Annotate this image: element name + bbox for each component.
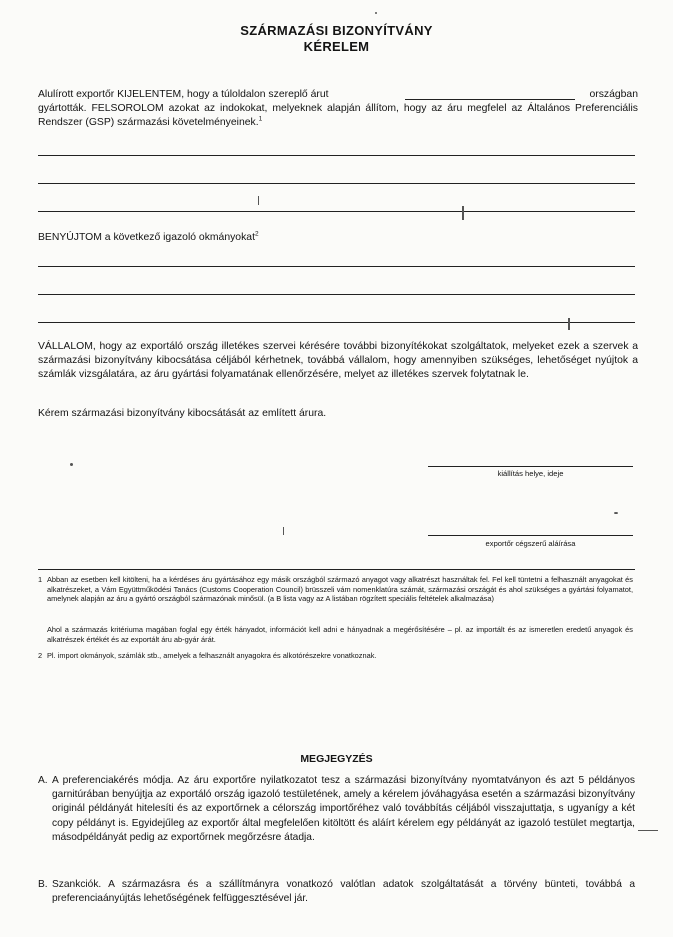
signature-line[interactable] <box>428 535 633 536</box>
footnote-2-mark: 2 <box>38 651 43 660</box>
documents-line-2[interactable] <box>38 294 635 295</box>
footnote-ref-2: 2 <box>254 230 259 238</box>
request-sentence: Kérem származási bizonyítvány kibocsátását az említett árura. <box>38 408 327 419</box>
footnote-2-text: Pl. import okmányok, számlák stb., amelyek a felhasznált anyagokra és alkotórészekre vonatkoznak. <box>47 651 377 660</box>
footnote-1-text: Abban az esetben kell kitölteni, ha a kérdéses áru gyártásához egy másik országból származó anyagot vagy alkatrészt használtak fel. Fel kell tüntetni a felhasznált anyagokat és alkatrészeket, a Vám Együttműködési Tanács (Customs Cooperation Council) brüsszeli vám nomenklatúra számát, származási országát és ahol szükséges a gyártási folyamatot, amelynek alapján az áru a gyártó országból származónak minősül. (a B lista vagy az A listában rögzített speciális feltételek alkalmazása) <box>47 575 633 604</box>
undertaking-paragraph: VÁLLALOM, hogy az exportáló ország illetékes szervei kérésére további bizonyítékokat szolgáltatok, melyeket ezek a szervek a származási bizonyítvány kibocsátása céljából kérhetnek, továbbá vállalom, hogy amennyiben szükséges, lehetőséget nyújtok a számlák vizsgálatára, az áru gyártási folyamatának ellenőrzésére, melyet az illetékes szervek folytatnak le. <box>38 341 638 380</box>
signature-caption: exportőr cégszerű aláírása <box>485 539 576 548</box>
documents-label-text: BENYÚJTOM a következő igazoló okmányokat <box>38 232 255 243</box>
documents-line-3[interactable] <box>38 322 635 323</box>
scan-speck <box>462 206 464 220</box>
note-b-text: Szankciók. A származásra és a szállítmányra vonatkozó valótlan adatok szolgáltatását a törvény bünteti, továbbá a preferenciaányújtás lehetőségének felfüggesztésével jár. <box>52 879 635 905</box>
declaration-rest <box>38 102 638 130</box>
footnote-ref-1: 1 <box>258 115 263 123</box>
footnote-1-text-continued: Ahol a származás kritériuma magában foglal egy érték hányadot, információt kell adni e hányadnak a megérősítésére – pl. az importált és az ismeretlen eredetű anyagok és alkatrészek értékét és az exportált áru ab-gyár árát. <box>47 625 633 644</box>
note-b <box>38 878 635 906</box>
scan-speck <box>614 512 618 514</box>
country-input-line[interactable] <box>405 99 575 100</box>
scan-speck <box>638 830 658 831</box>
form-subtitle: KÉRELEM <box>303 39 370 54</box>
documents-line-1[interactable] <box>38 266 635 267</box>
note-a-label: A. <box>38 775 48 786</box>
reasons-line-2[interactable] <box>38 183 635 184</box>
footnote-1-mark: 1 <box>38 575 43 584</box>
scan-speck <box>70 463 73 466</box>
scan-speck <box>375 12 377 14</box>
reasons-line-3[interactable] <box>38 211 635 212</box>
scan-speck <box>283 527 284 535</box>
scan-speck <box>568 318 570 330</box>
declaration-rest-text: gyártották. FELSOROLOM azokat az indokokat, melyeknek alapján állítom, hogy az áru megfelel az Általános Preferenciális Rendszer (GSP) származási követelményeinek. <box>38 103 638 128</box>
place-date-line[interactable] <box>428 466 633 467</box>
note-a <box>38 774 635 845</box>
note-b-label: B. <box>38 879 48 890</box>
scan-speck <box>258 196 259 205</box>
reasons-line-1[interactable] <box>38 155 635 156</box>
note-a-text: A preferenciakérés módja. Az áru exportőre nyilatkozatot tesz a származási bizonyítvány nyomtatványon és azt 5 példányos garnitúrában benyújtja az exportáló ország igazoló testületének, amely a kérelem jóváhagyása esetén a származási bizonyítvány originál példányát hitelesíti és az exportőrnek a célország importőréhez való továbbítás céljából visszajuttatja, s ugyanígy a két copy példányt is. Egyidejűleg az exportőr által megfelelően kitöltött és aláírt kérelem egy példányát az igazoló testület megtartja, másodpéldányát pedig az exportőrnek megőrzésre átadja. <box>52 775 635 843</box>
footnote-separator <box>38 569 635 570</box>
declaration-country-suffix: országban <box>589 89 638 100</box>
declaration-line1-text: Alulírott exportőr KIJELENTEM, hogy a túloldalon szereplő árut <box>38 89 329 100</box>
documents-label <box>38 231 638 245</box>
form-title: SZÁRMAZÁSI BIZONYÍTVÁNY <box>240 23 433 38</box>
notes-title: MEGJEGYZÉS <box>300 753 373 765</box>
place-date-caption: kiállítás helye, ideje <box>497 469 564 478</box>
